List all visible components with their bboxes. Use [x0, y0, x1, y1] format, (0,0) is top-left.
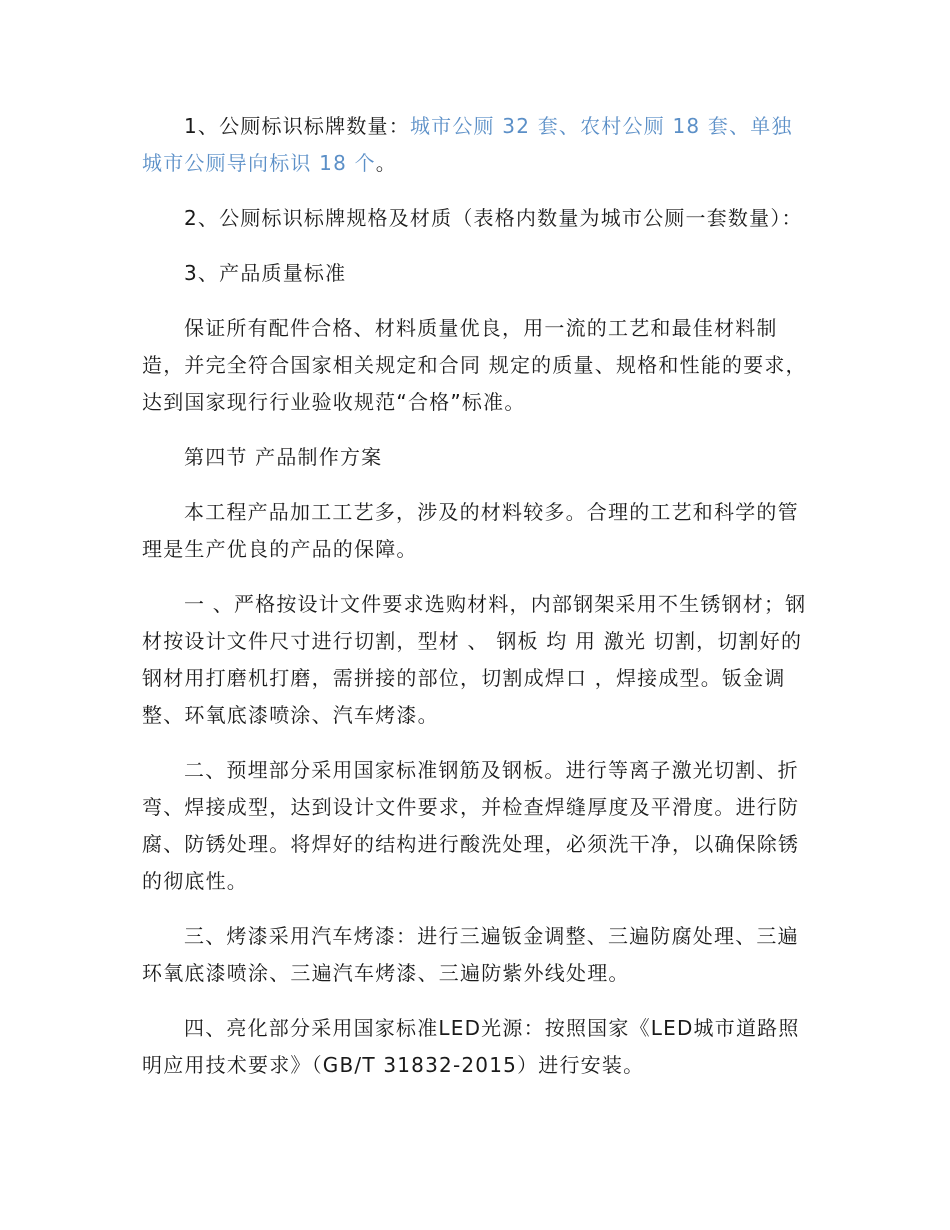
paragraph-material-selection: 一 、严格按设计文件要求选购材料，内部钢架采用不生锈钢材；钢材按设计文件尺寸进行切割，型材 、 钢板 均 用 激光 切割，切割好的钢材用打磨机打磨，需拼接的部位，切割成焊口 ，焊接成型。钣金调整、环氧底漆喷涂、汽车烤漆。	[142, 592, 807, 727]
section-title: 第四节 产品制作方案	[184, 445, 383, 469]
document-body	[142, 108, 808, 1102]
paragraph-embedded-parts: 二、预埋部分采用国家标准钢筋及钢板。进行等离子激光切割、折弯、焊接成型，达到设计文件要求，并检查焊缝厚度及平滑度。进行防腐、防锈处理。将焊好的结构进行酸洗处理，必须洗干净，以确保除锈的彻底性。	[142, 758, 800, 893]
paragraph-sign-quantity	[142, 108, 808, 182]
paragraph-production-intro: 本工程产品加工工艺多，涉及的材料较多。合理的工艺和科学的管理是生产优良的产品的保障。	[142, 500, 799, 561]
sign-quantity-label: 1、公厕标识标牌数量：	[184, 114, 410, 138]
paragraph-sign-spec: 2、公厕标识标牌规格及材质（表格内数量为城市公厕一套数量）：	[184, 206, 803, 230]
heading-quality-standard: 3、产品质量标准	[184, 261, 347, 285]
paragraph-lighting: 四、亮化部分采用国家标准LED光源：按照国家《LED城市道路照明应用技术要求》（GB/T 31832-2015）进行安装。	[142, 1016, 800, 1077]
sign-quantity-link[interactable]: 城市公厕 32 套、农村公厕 18 套、单独城市公厕导向标识 18 个	[142, 114, 793, 175]
paragraph-quality-guarantee: 保证所有配件合格、材料质量优良，用一流的工艺和最佳材料制造，并完全符合国家相关规定和合同 规定的质量、规格和性能的要求，达到国家现行行业验收规范“合格”标准。	[142, 316, 807, 414]
sign-quantity-period: 。	[375, 151, 397, 175]
paragraph-paint-process: 三、烤漆采用汽车烤漆：进行三遍钣金调整、三遍防腐处理、三遍环氧底漆喷涂、三遍汽车烤漆、三遍防紫外线处理。	[142, 924, 799, 985]
